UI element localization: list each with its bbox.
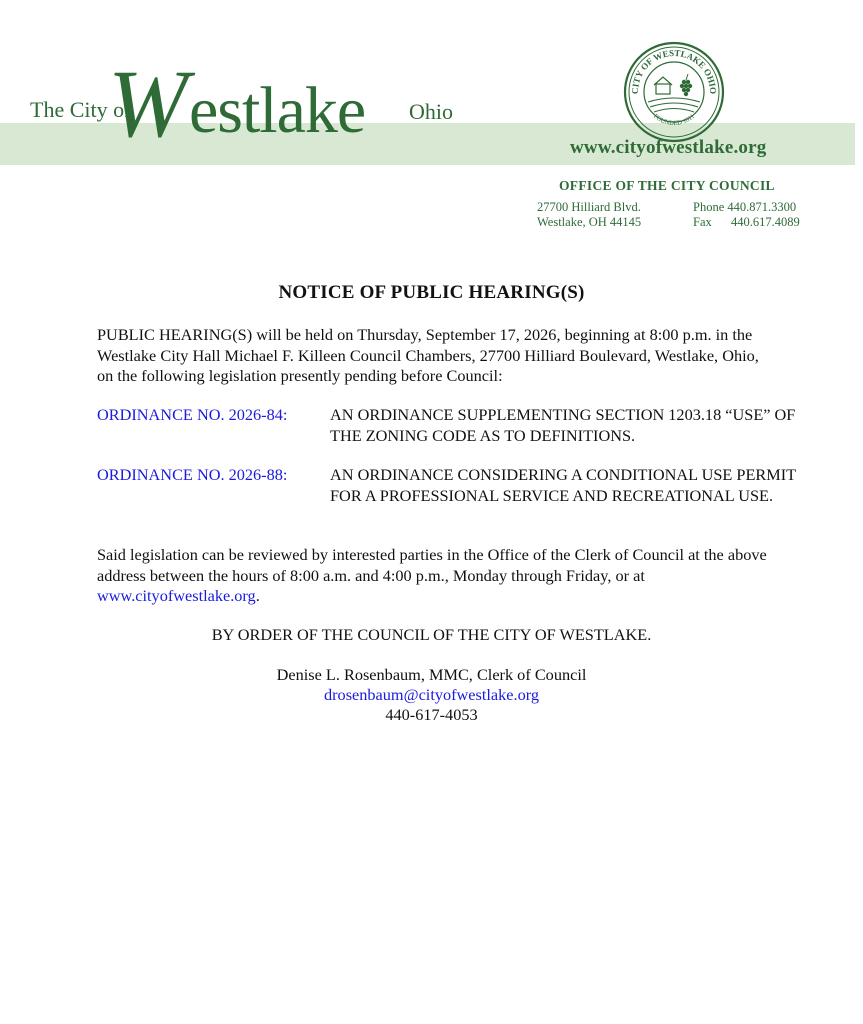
order-line: BY ORDER OF THE COUNCIL OF THE CITY OF WESTLAKE. [211,625,652,644]
notice-title: NOTICE OF PUBLIC HEARING(S) [278,282,585,303]
review-end-punct: . [255,586,260,605]
office-fax-number: 440.617.4089 [731,215,800,229]
ordinance-number-link[interactable]: ORDINANCE NO. 2026-84: [97,405,288,424]
city-seal [622,40,726,144]
office-fax [693,215,800,230]
office-fax-label: Fax [693,215,712,229]
seal-bottom-text: FOUNDED 1811 [651,112,697,128]
ordinance-description: AN ORDINANCE CONSIDERING A CONDITIONAL USE PERMIT FOR A PROFESSIONAL SERVICE AND RECREATIONAL USE. [330,465,796,505]
office-phone: Phone 440.871.3300 [693,200,797,214]
seal-top-text: CITY OF WESTLAKE OHIO [629,47,719,95]
logo-westlake-rest: estlake [188,74,366,147]
review-text: Said legislation can be reviewed by interested parties in the Office of the Clerk of Council at the above address between the hours of 8:00 a.m. and 4:00 p.m., Monday through Friday, or at [97,545,767,585]
signer-email-link[interactable]: drosenbaum@cityofwestlake.org [324,685,539,704]
review-paragraph [97,545,777,607]
logo-city-of-text: The City of [30,97,132,122]
office-address-line1: 27700 Hilliard Blvd. [537,200,641,214]
logo-ohio-text: Ohio [409,99,453,124]
ordinance-number-link[interactable]: ORDINANCE NO. 2026-88: [97,465,288,484]
logo-westlake-initial: W [108,50,187,157]
office-title: OFFICE OF THE CITY COUNCIL [559,178,775,193]
header-website[interactable]: www.cityofwestlake.org [570,137,767,158]
logo-westlake-wordmark [108,44,365,155]
city-seal-icon [622,40,726,144]
signer-phone: 440-617-4053 [385,705,478,724]
office-address-line2: Westlake, OH 44145 [537,215,642,229]
website-link[interactable]: www.cityofwestlake.org [97,586,256,605]
signer-name: Denise L. Rosenbaum, MMC, Clerk of Council [276,665,587,684]
notice-intro-paragraph: PUBLIC HEARING(S) will be held on Thursday, September 17, 2026, beginning at 8:00 p.m. in the Westlake City Hall Michael F. Killeen Council Chambers, 27700 Hilliard Boulevard, Westlake, Ohio, on the following legislation presently pending before Council: [97,325,759,385]
ordinance-description: AN ORDINANCE SUPPLEMENTING SECTION 1203.18 “USE” OF THE ZONING CODE AS TO DEFINITIONS. [330,405,796,445]
